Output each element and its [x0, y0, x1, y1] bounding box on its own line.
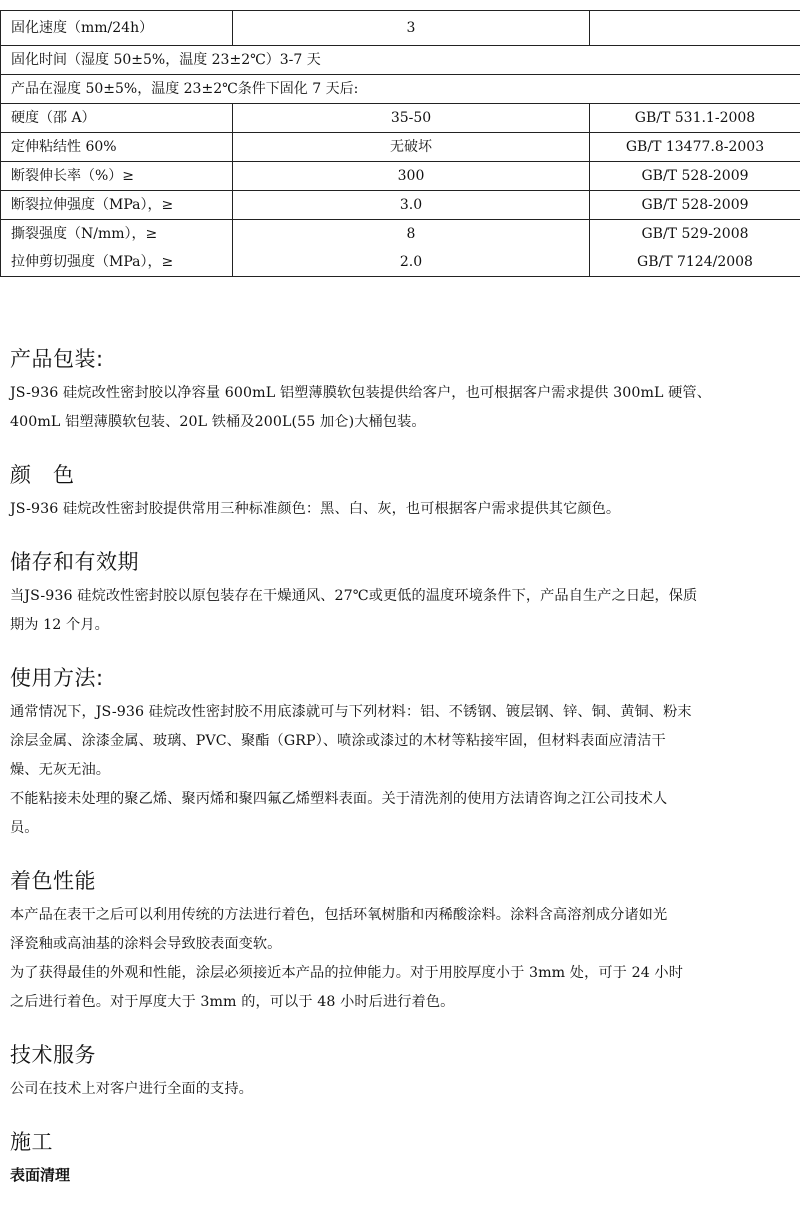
table-row [1, 162, 800, 191]
paragraph-line: 之后进行着色。对于厚度大于 3mm 的，可以于 48 小时后进行着色。 [10, 988, 790, 1017]
property-cell: 撕裂强度（N/mm），≥ [1, 220, 233, 249]
paragraph-line: 400mL 铝塑薄膜软包装、20L 铁桶及200L(55 加仑)大桶包装。 [10, 408, 790, 437]
table-row [1, 104, 800, 133]
paragraph-line: 燥、无灰无油。 [10, 756, 790, 785]
section-usage [10, 664, 790, 843]
value-cell: 无破坏 [233, 133, 590, 162]
value-cell: 2.0 [233, 248, 590, 277]
section-storage [10, 548, 790, 640]
standard-cell [590, 11, 800, 46]
value-cell: 3.0 [233, 191, 590, 220]
paragraph-line: 通常情况下，JS-936 硅烷改性密封胶不用底漆就可与下列材料：铝、不锈钢、镀层钢、锌、铜、黄铜、粉末 [10, 698, 790, 727]
property-cell: 拉伸剪切强度（MPa），≥ [1, 248, 233, 277]
table-row [1, 11, 800, 46]
paragraph-line: 涂层金属、涂漆金属、玻璃、PVC、聚酯（GRP）、喷涂或漆过的木材等粘接牢固，但材料表面应清洁干 [10, 727, 790, 756]
table-row [1, 220, 800, 249]
standard-cell: GB/T 528-2009 [590, 191, 800, 220]
paragraph-line: 本产品在表干之后可以利用传统的方法进行着色，包括环氧树脂和丙稀酸涂料。涂料含高溶剂成分诸如光 [10, 901, 790, 930]
section-title: 着色性能 [10, 867, 790, 895]
paragraph-line: 泽瓷釉或高油基的涂料会导致胶表面变软。 [10, 930, 790, 959]
paragraph-line: 不能粘接未处理的聚乙烯、聚丙烯和聚四氟乙烯塑料表面。关于清洗剂的使用方法请咨询之江公司技术人 [10, 785, 790, 814]
paragraph-line: 公司在技术上对客户进行全面的支持。 [10, 1075, 790, 1104]
paragraph-line: JS-936 硅烷改性密封胶提供常用三种标准颜色：黑、白、灰，也可根据客户需求提供其它颜色。 [10, 495, 790, 524]
paragraph-line: 为了获得最佳的外观和性能，涂层必须接近本产品的拉伸能力。对于用胶厚度小于 3mm 处，可于 24 小时 [10, 959, 790, 988]
standard-cell: GB/T 528-2009 [590, 162, 800, 191]
section-title: 产品包装: [10, 345, 790, 373]
table-row [1, 46, 800, 75]
value-cell: 35-50 [233, 104, 590, 133]
section-packaging [10, 345, 790, 437]
section-title: 施工 [10, 1128, 790, 1156]
table-row [1, 75, 800, 104]
merged-cell: 固化时间（湿度 50±5%，温度 23±2℃）3-7 天 [1, 46, 800, 75]
table-row [1, 248, 800, 277]
section-title: 使用方法: [10, 664, 790, 692]
standard-cell: GB/T 7124/2008 [590, 248, 800, 277]
section-color [10, 461, 790, 524]
paragraph-line: 员。 [10, 814, 790, 843]
property-cell: 定伸粘结性 60% [1, 133, 233, 162]
table-row [1, 191, 800, 220]
property-cell: 固化速度（mm/24h） [1, 11, 233, 46]
property-cell: 断裂伸长率（%）≥ [1, 162, 233, 191]
section-service [10, 1041, 790, 1104]
value-cell: 8 [233, 220, 590, 249]
standard-cell: GB/T 531.1-2008 [590, 104, 800, 133]
section-title: 技术服务 [10, 1041, 790, 1069]
merged-cell: 产品在湿度 50±5%，温度 23±2℃条件下固化 7 天后: [1, 75, 800, 104]
standard-cell: GB/T 529-2008 [590, 220, 800, 249]
property-cell: 断裂拉伸强度（MPa），≥ [1, 191, 233, 220]
document-body [10, 345, 790, 1212]
section-coloring [10, 867, 790, 1017]
property-cell: 硬度（邵 A） [1, 104, 233, 133]
standard-cell: GB/T 13477.8-2003 [590, 133, 800, 162]
paragraph-line: JS-936 硅烷改性密封胶以净容量 600mL 铝塑薄膜软包装提供给客户，也可根据客户需求提供 300mL 硬管、 [10, 379, 790, 408]
subsection-title: 表面清理 [10, 1162, 790, 1188]
section-title: 储存和有效期 [10, 548, 790, 576]
spec-table [0, 10, 800, 277]
paragraph-line: 当JS-936 硅烷改性密封胶以原包装存在干燥通风、27℃或更低的温度环境条件下，产品自生产之日起，保质 [10, 582, 790, 611]
paragraph-line: 期为 12 个月。 [10, 611, 790, 640]
section-construction [10, 1128, 790, 1188]
section-title: 颜 色 [10, 461, 790, 489]
value-cell: 3 [233, 11, 590, 46]
value-cell: 300 [233, 162, 590, 191]
table-row [1, 133, 800, 162]
